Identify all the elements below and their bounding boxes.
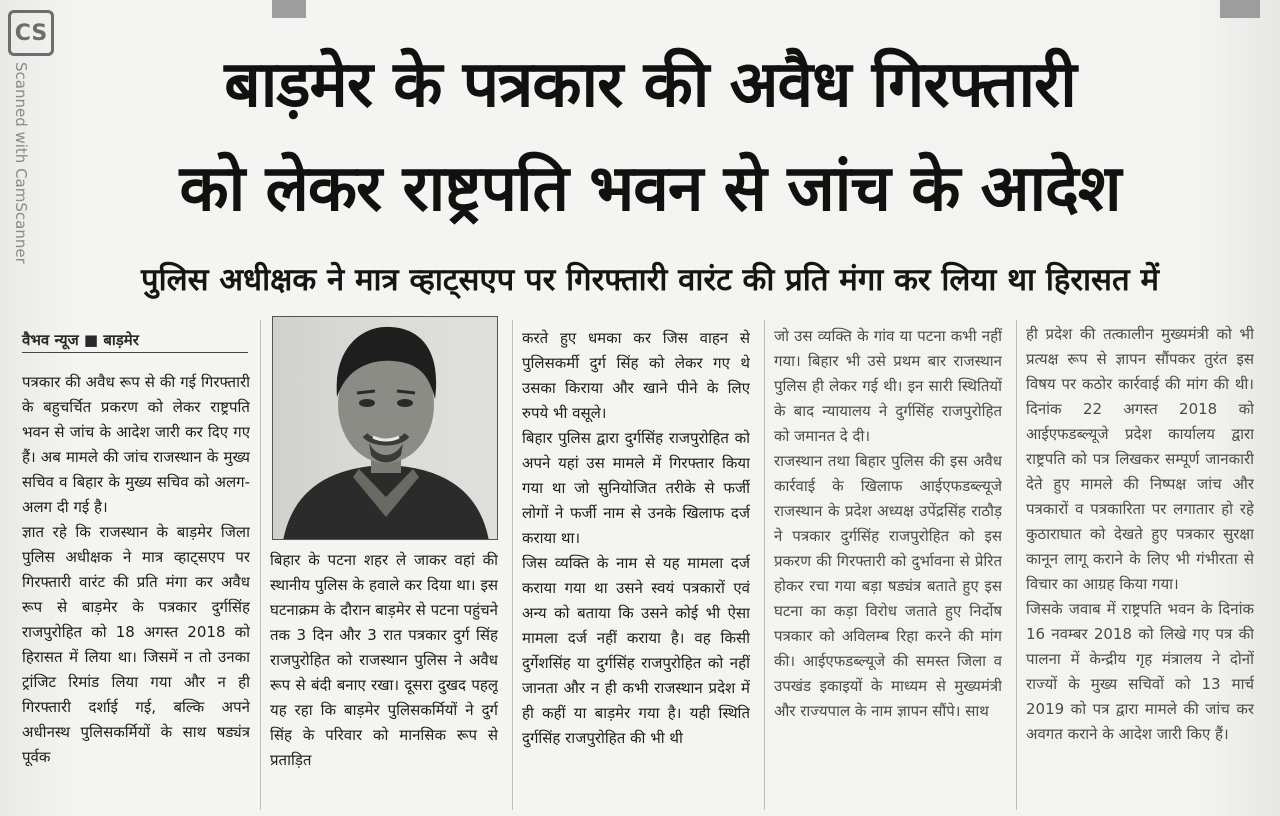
subheadline: पुलिस अधीक्षक ने मात्र व्हाट्सएप पर गिरफ्तारी वारंट की प्रति मंगा कर लिया था हिरासत में	[140, 262, 1160, 298]
article-column-1	[22, 370, 250, 810]
scanner-watermark: Scanned with CamScanner	[12, 62, 30, 264]
byline-divider	[22, 352, 248, 353]
torn-edge-mark	[1220, 0, 1260, 18]
camscanner-logo-icon: CS	[8, 10, 54, 56]
article-column-2	[270, 548, 498, 810]
article-paragraph: राजस्थान तथा बिहार पुलिस की इस अवैध कार्रवाई के खिलाफ आईएफडब्ल्यूजे राजस्थान के प्रदेश अध्यक्ष उपेंद्रसिंह राठौड़ ने पत्रकार दुर्गसिंह राजपुरोहित को इस प्रकरण की गिरफ्तारी को दुर्भावना से प्रेरित होकर रचा गया बड़ा षड्यंत्र बताते हुए इस घटना का कड़ा विरोध जताते हुए निर्दोष पत्रकार को अविलम्ब रिहा करने की मांग की। आईएफडब्ल्यूजे की समस्त जिला व उपखंड इकाइयों के माध्यम से मुख्यमंत्री और राज्यपाल के नाम ज्ञापन सौंपे। साथ	[774, 452, 1002, 720]
headline-line-1: बाड़मेर के पत्रकार की अवैध गिरफ्तारी	[224, 48, 1076, 122]
column-divider	[1016, 320, 1017, 810]
article-paragraph: जिसके जवाब में राष्ट्रपति भवन के दिनांक 16 नवम्बर 2018 को लिखे गए पत्र की पालना में केन्द्रीय गृह मंत्रालय ने दोनों राज्यों के मुख्य सचिवों को 13 मार्च 2019 को पत्र द्वारा मामले की जांच कर अवगत कराने के आदेश जारी किए हैं।	[1026, 600, 1254, 743]
article-paragraph: बिहार के पटना शहर ले जाकर वहां की स्थानीय पुलिस के हवाले कर दिया था। इस घटनाक्रम के दौरान बाड़मेर से पटना पहुंचने तक 3 दिन और 3 रात पत्रकार दुर्ग सिंह राजपुरोहित को राजस्थान पुलिस ने अवैध रूप से बंदी बनाए रखा। दूसरा दुखद पहलू यह रहा कि बाड़मेर पुलिसकर्मियों ने दुर्ग सिंह के परिवार को मानसिक रूप से प्रताड़ित	[270, 551, 498, 769]
article-paragraph: जो उस व्यक्ति के गांव या पटना कभी नहीं गया। बिहार भी उसे प्रथम बार राजस्थान पुलिस ही लेकर गई थी। इन सारी स्थितियों के बाद न्यायालय ने दुर्गसिंह राजपुरोहित को जमानत दे दी।	[774, 327, 1002, 445]
article-paragraph: बिहार पुलिस द्वारा दुर्गसिंह राजपुरोहित को अपने यहां उस मामले में गिरफ्तार किया गया था जो सुनियोजित तरीके से फर्जी लोगों ने फर्जी नाम से उनके खिलाफ दर्ज कराया था।	[522, 429, 750, 547]
column-divider	[512, 320, 513, 810]
article-paragraph: पत्रकार की अवैध रूप से की गई गिरफ्तारी के बहुचर्चित प्रकरण को लेकर राष्ट्रपति भवन से जांच के आदेश जारी कर दिए गए हैं। अब मामले की जांच राजस्थान के मुख्य सचिव व बिहार के मुख्य सचिव को अलग-अलग दी गई है।	[22, 373, 250, 516]
article-column-3	[522, 326, 750, 810]
article-paragraph: जिस व्यक्ति के नाम से यह मामला दर्ज कराया गया था उसने स्वयं पत्रकारों एवं अन्य को बताया कि उसने कोई भी ऐसा मामला दर्ज नहीं कराया है। वह किसी दुर्गेशसिंह या दुर्गसिंह राजपुरोहित को नहीं जानता और न ही कभी राजस्थान प्रदेश में ही कहीं या बाड़मेर गया है। यही स्थिति दुर्गसिंह राजपुरोहित की भी थी	[522, 554, 750, 747]
torn-edge-mark	[272, 0, 306, 18]
journalist-photo	[272, 316, 498, 540]
column-divider	[764, 320, 765, 810]
article-paragraph: ज्ञात रहे कि राजस्थान के बाड़मेर जिला पुलिस अधीक्षक ने मात्र व्हाट्सएप पर गिरफ्तारी वारंट की प्रति मंगा कर अवैध रूप से बाड़मेर के पत्रकार दुर्गसिंह राजपुरोहित को 18 अगस्त 2018 को हिरासत में लिया था। जिसमें न तो उनका ट्रांजिट रिमांड लिया गया और न ही गिरफ्तारी दर्शाई गई, बल्कि अपने अधीनस्थ पुलिसकर्मियों के साथ षड्यंत्र पूर्वक	[22, 523, 250, 766]
article-paragraph: करते हुए धमका कर जिस वाहन से पुलिसकर्मी दुर्ग सिंह को लेकर गए थे उसका किराया और खाने पीने के लिए रुपये भी वसूले।	[522, 329, 750, 422]
headline-line-2: को लेकर राष्ट्रपति भवन से जांच के आदेश	[179, 152, 1121, 226]
portrait-image-icon	[273, 317, 498, 540]
article-paragraph: ही प्रदेश की तत्कालीन मुख्यमंत्री को भी प्रत्यक्ष रूप से ज्ञापन सौंपकर तुरंत इस विषय पर कठोर कार्रवाई की मांग की थी। दिनांक 22 अगस्त 2018 को आईएफडब्ल्यूजे प्रदेश कार्यालय द्वारा राष्ट्रपति को पत्र लिखकर सम्पूर्ण जानकारी देते हुए मामले की निष्पक्ष जांच और पत्रकारों व पत्रकारिता पर लगातार हो रहे कुठाराघात को देखते हुए पत्रकार सुरक्षा कानून लागू कराने के लिए भी गंभीरता से विचार का आग्रह किया गया।	[1026, 325, 1254, 593]
byline: वैभव न्यूज ■ बाड़मेर	[22, 331, 139, 349]
article-column-5	[1026, 322, 1254, 810]
column-divider	[260, 320, 261, 810]
article-column-4	[774, 324, 1002, 810]
